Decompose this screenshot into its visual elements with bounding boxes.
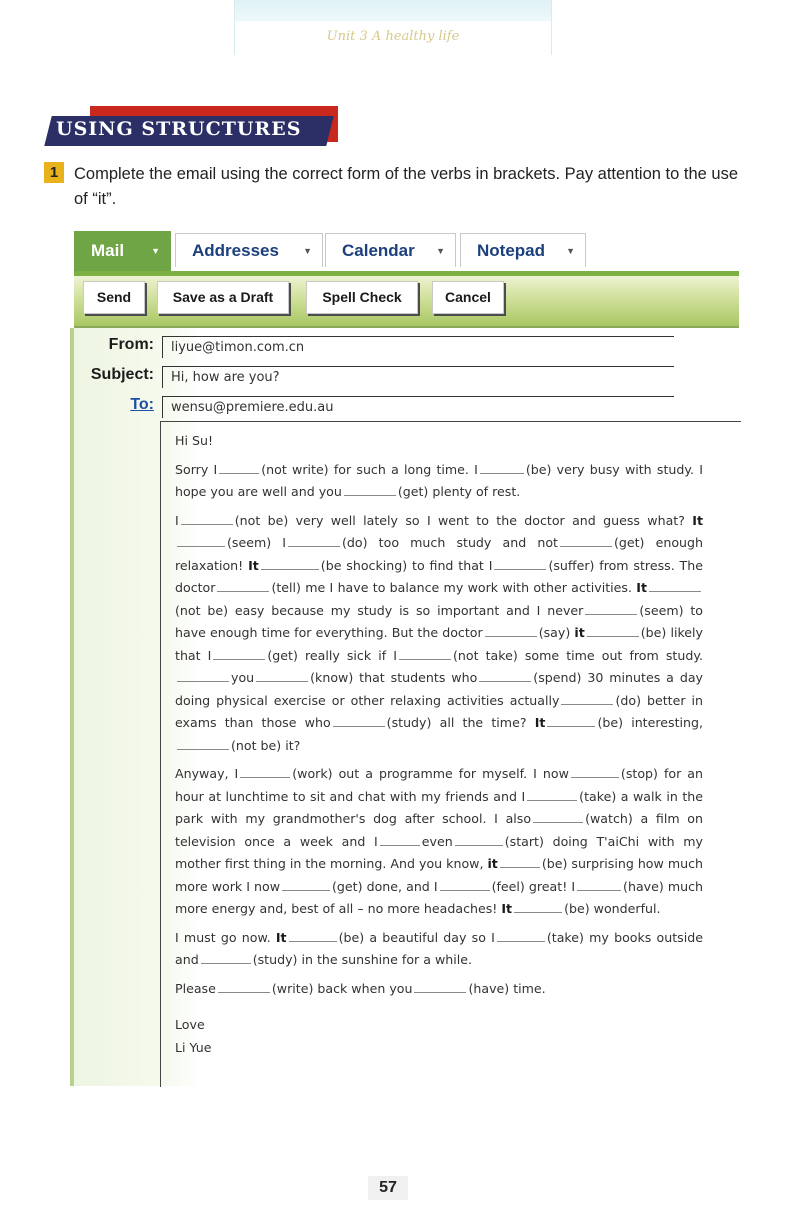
answer-blank[interactable] [217, 579, 269, 592]
subject-label: Subject: [90, 366, 154, 383]
send-button[interactable]: Send [83, 281, 145, 314]
from-field[interactable]: liyue@timon.com.cn [162, 336, 674, 358]
tab-calendar[interactable] [325, 233, 456, 267]
answer-blank[interactable] [219, 461, 259, 474]
answer-blank[interactable] [380, 833, 420, 846]
tab-notepad-label: Notepad [477, 241, 545, 260]
answer-blank[interactable] [256, 669, 308, 682]
answer-blank[interactable] [201, 951, 251, 964]
answer-blank[interactable] [485, 624, 537, 637]
answer-blank[interactable] [177, 669, 229, 682]
answer-blank[interactable] [455, 833, 503, 846]
closing: Love [175, 1017, 205, 1032]
from-label: From: [108, 336, 154, 353]
answer-blank[interactable] [213, 647, 265, 660]
answer-blank[interactable] [240, 765, 290, 778]
signature: Li Yue [175, 1039, 212, 1055]
answer-blank[interactable] [480, 461, 524, 474]
answer-blank[interactable] [585, 602, 637, 615]
answer-blank[interactable] [177, 534, 225, 547]
paragraph-4: I must go now. It (be) a beautiful day so I (take) my books outside and (study) in the sunshine for a while. [175, 929, 703, 967]
chevron-down-icon: ▼ [151, 246, 160, 256]
exercise-instruction: Complete the email using the correct form of the verbs in brackets. Pay attention to the use of “it”. [74, 165, 739, 208]
answer-blank[interactable] [500, 855, 540, 868]
tab-mail[interactable] [74, 231, 171, 271]
section-title: USING STRUCTURES [56, 118, 302, 140]
paragraph-2: I (not be) very well lately so I went to the doctor and guess what? It(seem) I (do) too much study and not (get) enough relaxation! It (be shocking) to find that I (suffer) from stress. The doctor (tell) me I have to balance my work with other activities. It(not be) easy because my study is so important and I never (seem) to have enough time for everything. But the doctor (say) it (be) likely that I (get) really sick if I (not take) some time out from study.you (know) that students who (spend) 30 minutes a day doing physical exercise or other relaxing activities actually (do) better in exams than those who (study) all the time? It (be) interesting,(not be) it? [175, 512, 704, 753]
answer-blank[interactable] [181, 512, 233, 525]
answer-blank[interactable] [479, 669, 531, 682]
answer-blank[interactable] [261, 557, 319, 570]
greeting: Hi Su! [175, 433, 213, 448]
subject-field[interactable]: Hi, how are you? [162, 366, 674, 388]
unit-label: Unit 3 A healthy life [326, 29, 460, 44]
answer-blank[interactable] [218, 980, 270, 993]
answer-blank[interactable] [288, 534, 340, 547]
tab-addresses[interactable] [175, 233, 323, 267]
to-field[interactable]: wensu@premiere.edu.au [162, 396, 674, 418]
mail-compose-area [74, 328, 739, 1086]
answer-blank[interactable] [561, 692, 613, 705]
tab-notepad[interactable] [460, 233, 586, 267]
answer-blank[interactable] [527, 788, 577, 801]
answer-blank[interactable] [399, 647, 451, 660]
tab-addresses-label: Addresses [192, 241, 279, 260]
to-label[interactable]: To: [130, 396, 154, 413]
paragraph-3: Anyway, I (work) out a programme for myself. I now (stop) for an hour at lunchtime to sit and chat with my friends and I (take) a walk in the park with my grandmother's dog after school. I also (watch) a film on television once a week and I even (start) doing T'aiChi with my mother first thing in the morning. And you know, it (be) surprising how much more work I now (get) done, and I (feel) great! I (have) much more energy and, best of all – no more headaches! It (be) wonderful. [175, 766, 704, 916]
answer-blank[interactable] [587, 624, 639, 637]
message-body[interactable] [160, 421, 741, 1087]
answer-blank[interactable] [494, 557, 546, 570]
tab-bar [74, 231, 739, 276]
message-text [175, 430, 703, 1065]
tab-calendar-label: Calendar [342, 241, 415, 260]
email-client [74, 231, 739, 1086]
answer-blank[interactable] [497, 929, 545, 942]
page-number: 57 [368, 1176, 408, 1200]
answer-blank[interactable] [577, 878, 621, 891]
answer-blank[interactable] [571, 765, 619, 778]
paragraph-1: Sorry I (not write) for such a long time. I (be) very busy with study. I hope you are well and you (get) plenty of rest. [175, 461, 703, 499]
answer-blank[interactable] [333, 714, 385, 727]
chevron-down-icon: ▼ [303, 246, 312, 256]
cancel-button[interactable]: Cancel [432, 281, 504, 314]
answer-blank[interactable] [414, 980, 466, 993]
answer-blank[interactable] [649, 579, 701, 592]
answer-blank[interactable] [514, 900, 562, 913]
chevron-down-icon: ▼ [566, 246, 575, 256]
section-title-banner [48, 106, 302, 146]
spell-check-button[interactable]: Spell Check [306, 281, 418, 314]
chevron-down-icon: ▼ [436, 246, 445, 256]
mail-toolbar [74, 276, 739, 328]
paragraph-5: Please (write) back when you (have) time. [175, 980, 546, 996]
answer-blank[interactable] [289, 929, 337, 942]
answer-blank[interactable] [533, 810, 583, 823]
left-accent-bar [70, 328, 74, 1086]
tab-mail-label: Mail [91, 241, 125, 260]
answer-blank[interactable] [282, 878, 330, 891]
answer-blank[interactable] [177, 737, 229, 750]
unit-header-strip [234, 0, 552, 55]
exercise-number: 1 [44, 162, 64, 183]
answer-blank[interactable] [344, 483, 396, 496]
answer-blank[interactable] [560, 534, 612, 547]
answer-blank[interactable] [440, 878, 490, 891]
save-draft-button[interactable]: Save as a Draft [157, 281, 289, 314]
answer-blank[interactable] [547, 714, 595, 727]
